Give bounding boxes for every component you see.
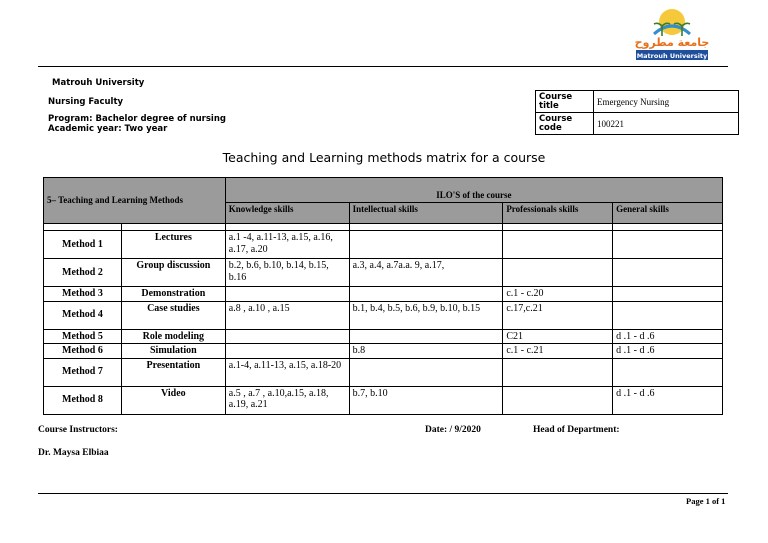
knowledge-cell: a.1 -4, a.11-13, a.15, a.16, a.17, a.20 [225,231,349,259]
method-name: Group discussion [121,259,225,287]
spacer-row [44,224,723,231]
method-name: Lectures [121,231,225,259]
table-row [44,301,723,329]
column-header-general: General skills [613,203,723,224]
spacer-cell [613,224,723,231]
method-label: Method 8 [44,386,122,414]
spacer-cell [503,224,613,231]
course-title-row [536,91,739,113]
university-name: Matrouh University [52,78,145,88]
table-row [44,358,723,386]
knowledge-cell [225,344,349,359]
method-label: Method 2 [44,259,122,287]
method-name: Role modeling [121,329,225,344]
spacer-cell [349,224,503,231]
method-name: Video [121,386,225,414]
course-instructors-label: Course Instructors: [38,425,118,435]
professional-cell [503,358,613,386]
methods-matrix-table [43,177,723,415]
method-name: Demonstration [121,287,225,302]
course-code-label: Course code [536,113,594,135]
method-label: Method 7 [44,358,122,386]
method-label: Method 5 [44,329,122,344]
professional-cell [503,259,613,287]
intellectual-cell: a.3, a.4, a.7a.a. 9, a.17, [349,259,503,287]
logo-arabic-text: جامعة مطروح [634,36,710,49]
column-header-knowledge: Knowledge skills [225,203,349,224]
general-cell [613,358,723,386]
header-divider [38,66,728,67]
intellectual-cell: b.8 [349,344,503,359]
logo-english-text: Matrouh University [636,52,708,60]
intellectual-cell [349,329,503,344]
intellectual-cell [349,358,503,386]
professional-cell [503,231,613,259]
method-label: Method 3 [44,287,122,302]
knowledge-cell: a.1-4, a.11-13, a.15, a.18-20 [225,358,349,386]
course-code-row [536,113,739,135]
date-label: Date: / 9/2020 [425,425,481,435]
professional-cell: C21 [503,329,613,344]
method-label: Method 6 [44,344,122,359]
program-line: Program: Bachelor degree of nursing [48,114,226,124]
head-of-department-label: Head of Department: [533,425,620,435]
course-code-value: 100221 [594,113,739,135]
section-header: 5– Teaching and Learning Methods [44,178,226,224]
table-row [44,386,723,414]
course-title-value: Emergency Nursing [594,91,739,113]
spacer-cell [225,224,349,231]
knowledge-cell [225,287,349,302]
general-cell [613,301,723,329]
professional-cell: c.17,c.21 [503,301,613,329]
method-name: Case studies [121,301,225,329]
method-label: Method 1 [44,231,122,259]
knowledge-cell: a.5 , a.7 , a.10,a.15, a.18, a.19, a.21 [225,386,349,414]
sun-shape [659,9,685,35]
spacer-cell [121,224,225,231]
professional-cell [503,386,613,414]
knowledge-cell: b.2, b.6, b.10, b.14, b.15, b.16 [225,259,349,287]
spacer-cell [44,224,122,231]
general-cell [613,287,723,302]
column-header-intellectual: Intellectual skills [349,203,503,224]
footer-divider [38,493,728,494]
matrix-header-row [44,178,723,203]
faculty-name: Nursing Faculty [48,97,124,107]
intellectual-cell [349,231,503,259]
table-row [44,231,723,259]
intellectual-cell [349,287,503,302]
academic-year-line: Academic year: Two year [48,124,168,134]
professional-cell: c.1 - c.21 [503,344,613,359]
ilos-header: ILO'S of the course [225,178,722,203]
page-number: Page 1 of 1 [686,496,726,506]
general-cell: d .1 - d .6 [613,386,723,414]
general-cell [613,259,723,287]
table-row [44,329,723,344]
table-row [44,259,723,287]
method-name: Presentation [121,358,225,386]
method-label: Method 4 [44,301,122,329]
knowledge-cell: a.8 , a.10 , a.15 [225,301,349,329]
table-row [44,287,723,302]
method-name: Simulation [121,344,225,359]
knowledge-cell [225,329,349,344]
general-cell [613,231,723,259]
general-cell: d .1 - d .6 [613,329,723,344]
general-cell: d .1 - d .6 [613,344,723,359]
course-title-label: Course title [536,91,594,113]
professional-cell: c.1 - c.20 [503,287,613,302]
instructor-name: Dr. Maysa Elbiaa [38,448,109,458]
course-info-table [535,90,739,135]
university-logo [632,4,712,62]
table-row [44,344,723,359]
column-header-professional: Professionals skills [503,203,613,224]
intellectual-cell: b.7, b.10 [349,386,503,414]
intellectual-cell: b.1, b.4, b.5, b.6, b.9, b.10, b.15 [349,301,503,329]
matrix-title: Teaching and Learning methods matrix for a course [222,150,546,165]
